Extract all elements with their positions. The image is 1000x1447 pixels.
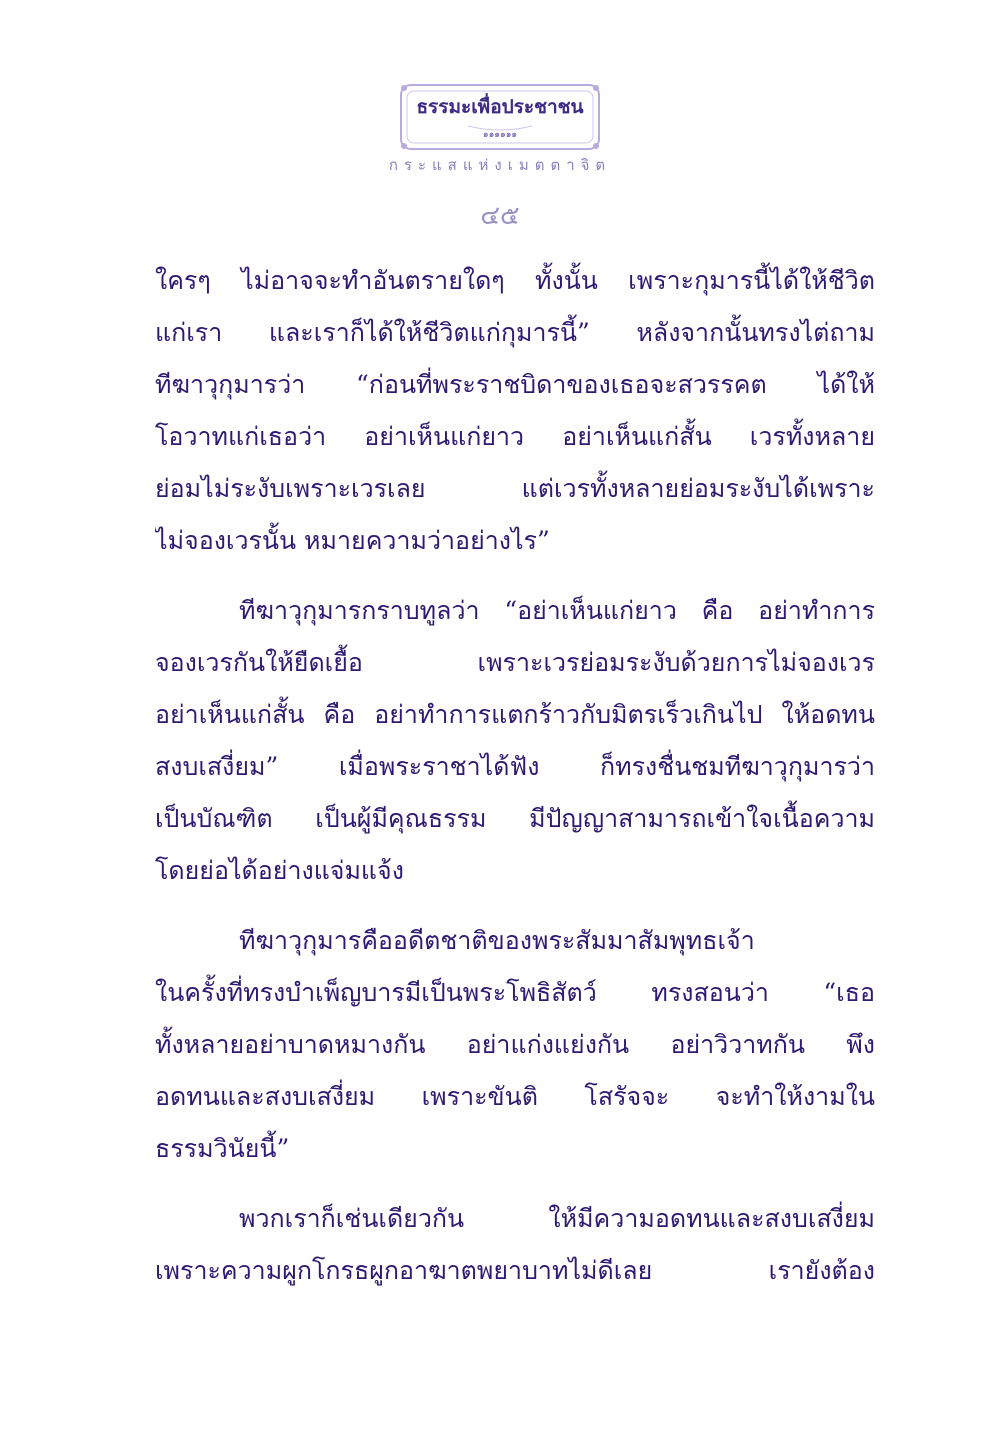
- paragraph-3: [155, 915, 875, 1175]
- text-line: สงบเสงี่ยม” เมื่อพระราชาได้ฟัง ก็ทรงชื่นชมทีฆาวุกุมารว่า: [155, 752, 875, 781]
- paragraph-2: [155, 585, 875, 897]
- text-line: อดทนและสงบเสงี่ยม เพราะขันติ โสรัจจะ จะทำให้งามใน: [155, 1082, 875, 1111]
- text-line: ไม่จองเวรนั้น หมายความว่าอย่างไร”: [155, 526, 550, 555]
- series-title: กระแสแห่งเมตตาจิต: [388, 156, 612, 174]
- text-line: อย่าเห็นแก่สั้น คือ อย่าทำการแตกร้าวกับมิตรเร็วเกินไป ให้อดทน: [155, 700, 875, 729]
- text-line: ธรรมวินัยนี้”: [155, 1134, 290, 1163]
- book-logo: [398, 82, 602, 152]
- page-number: ๔๕: [480, 201, 520, 231]
- paragraph-1: [155, 255, 875, 567]
- text-line: เพราะความผูกโกรธผูกอาฆาตพยาบาทไม่ดีเลย เรายังต้อง: [155, 1256, 875, 1285]
- text-line: ทีฆาวุกุมารกราบทูลว่า “อย่าเห็นแก่ยาว คือ อย่าทำการ: [239, 596, 875, 625]
- text-line: แก่เรา และเราก็ได้ให้ชีวิตแก่กุมารนี้” หลังจากนั้นทรงไต่ถาม: [155, 318, 875, 347]
- text-line: พวกเราก็เช่นเดียวกัน ให้มีความอดทนและสงบเสงี่ยม: [239, 1204, 875, 1233]
- text-line: ทั้งหลายอย่าบาดหมางกัน อย่าแก่งแย่งกัน อย่าวิวาทกัน พึง: [155, 1030, 875, 1059]
- logo-subtitle: ๑๑๑๑๑๑: [482, 130, 518, 140]
- paragraph-4: [155, 1193, 875, 1297]
- body-text: [155, 255, 875, 1315]
- text-line: ทีฆาวุกุมารว่า “ก่อนที่พระราชบิดาของเธอจะสวรรคต ได้ให้: [155, 370, 875, 399]
- text-line: เป็นบัณฑิต เป็นผู้มีคุณธรรม มีปัญญาสามารถเข้าใจเนื้อความ: [155, 804, 875, 833]
- text-line: ทีฆาวุกุมารคืออดีตชาติของพระสัมมาสัมพุทธเจ้า: [239, 926, 755, 955]
- text-line: ใครๆ ไม่อาจจะทำอันตรายใดๆ ทั้งนั้น เพราะกุมารนี้ได้ให้ชีวิต: [155, 266, 875, 295]
- text-line: ในครั้งที่ทรงบำเพ็ญบารมีเป็นพระโพธิสัตว์ ทรงสอนว่า “เธอ: [155, 978, 875, 1007]
- text-line: โอวาทแก่เธอว่า อย่าเห็นแก่ยาว อย่าเห็นแก่สั้น เวรทั้งหลาย: [155, 422, 875, 451]
- text-line: จองเวรกันให้ยืดเยื้อ เพราะเวรย่อมระงับด้วยการไม่จองเวร: [155, 648, 875, 677]
- text-line: โดยย่อได้อย่างแจ่มแจ้ง: [155, 856, 404, 885]
- text-line: ย่อมไม่ระงับเพราะเวรเลย แต่เวรทั้งหลายย่อมระงับได้เพราะ: [155, 474, 875, 503]
- logo-title: ธรรมะเพื่อประชาชน: [416, 96, 584, 118]
- page-header: [0, 60, 1000, 230]
